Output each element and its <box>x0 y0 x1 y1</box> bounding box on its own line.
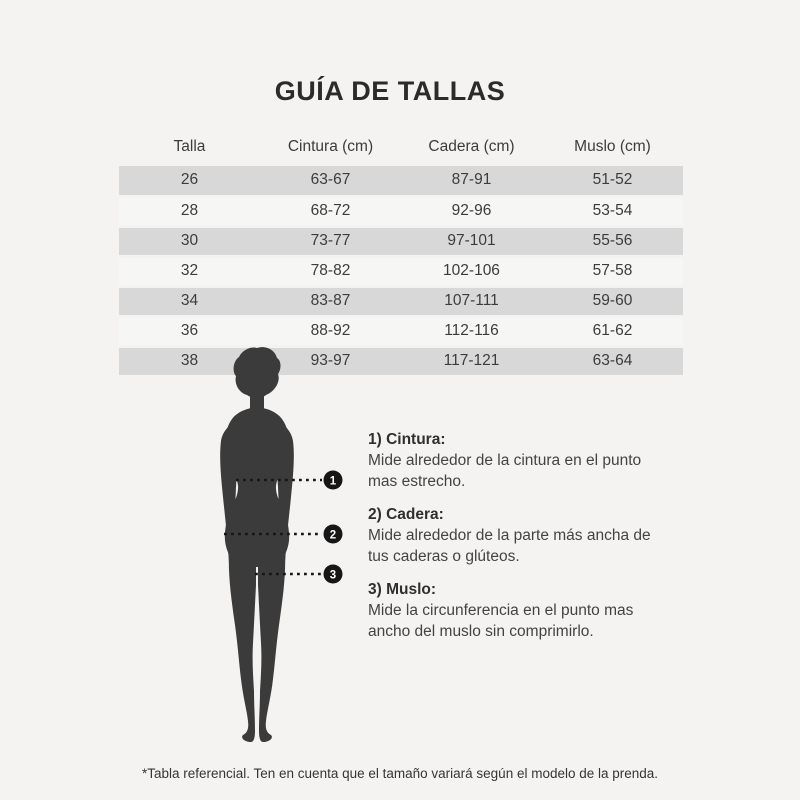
table-row <box>119 256 683 286</box>
cell-muslo: 59-60 <box>542 286 683 316</box>
measurement-notes <box>368 429 708 654</box>
table-row <box>119 166 683 196</box>
cell-muslo: 57-58 <box>542 256 683 286</box>
cell-cadera: 97-101 <box>401 226 542 256</box>
cell-talla: 26 <box>119 166 260 196</box>
size-table-header <box>119 128 683 166</box>
size-table <box>119 128 683 378</box>
cell-cintura: 68-72 <box>260 196 401 226</box>
note-heading: 1) Cintura: <box>368 431 446 448</box>
cell-muslo: 61-62 <box>542 316 683 346</box>
cell-cadera: 92-96 <box>401 196 542 226</box>
table-row <box>119 316 683 346</box>
cell-cintura: 73-77 <box>260 226 401 256</box>
cell-cintura: 78-82 <box>260 256 401 286</box>
note-muslo <box>368 579 708 642</box>
cell-muslo: 55-56 <box>542 226 683 256</box>
note-text: tus caderas o glúteos. <box>368 548 520 565</box>
cell-muslo: 63-64 <box>542 346 683 376</box>
cell-cintura: 63-67 <box>260 166 401 196</box>
cell-cadera: 87-91 <box>401 166 542 196</box>
footnote: *Tabla referencial. Ten en cuenta que el tamaño variará según el modelo de la prenda. <box>141 766 659 781</box>
note-text: Mide alrededor de la parte más ancha de <box>368 527 651 544</box>
note-heading: 2) Cadera: <box>368 506 444 523</box>
cell-muslo: 53-54 <box>542 196 683 226</box>
note-cadera <box>368 504 708 567</box>
note-text: ancho del muslo sin comprimirlo. <box>368 623 594 640</box>
table-row <box>119 346 683 376</box>
cell-cadera: 112-116 <box>401 316 542 346</box>
marker-2-number: 2 <box>329 529 337 542</box>
note-text: Mide la circunferencia en el punto mas <box>368 602 634 619</box>
cell-cadera: 117-121 <box>401 346 542 376</box>
marker-2-icon <box>324 525 343 544</box>
column-header-muslo: Muslo (cm) <box>574 138 651 155</box>
cell-talla: 38 <box>119 346 260 376</box>
table-row <box>119 286 683 316</box>
cell-cadera: 107-111 <box>401 286 542 316</box>
marker-1-number: 1 <box>329 475 337 488</box>
note-heading: 3) Muslo: <box>368 581 437 598</box>
cell-cintura: 93-97 <box>260 346 401 376</box>
cell-cintura: 83-87 <box>260 286 401 316</box>
measurement-diagram <box>205 345 355 745</box>
cell-muslo: 51-52 <box>542 166 683 196</box>
cell-cadera: 102-106 <box>401 256 542 286</box>
marker-1-icon <box>324 471 343 490</box>
marker-3-icon <box>324 565 343 584</box>
female-body-silhouette-icon <box>205 345 355 745</box>
note-text: Mide alrededor de la cintura en el punto <box>368 452 642 469</box>
note-text: mas estrecho. <box>368 473 466 490</box>
cell-talla: 34 <box>119 286 260 316</box>
column-header-cadera: Cadera (cm) <box>428 138 515 155</box>
marker-3-number: 3 <box>329 569 337 582</box>
page-title: GUÍA DE TALLAS <box>274 76 506 106</box>
column-header-talla: Talla <box>173 138 206 155</box>
table-row <box>119 196 683 226</box>
note-cintura <box>368 429 708 492</box>
cell-talla: 30 <box>119 226 260 256</box>
cell-cintura: 88-92 <box>260 316 401 346</box>
cell-talla: 28 <box>119 196 260 226</box>
cell-talla: 36 <box>119 316 260 346</box>
column-header-cintura: Cintura (cm) <box>287 138 374 155</box>
cell-talla: 32 <box>119 256 260 286</box>
table-row <box>119 226 683 256</box>
